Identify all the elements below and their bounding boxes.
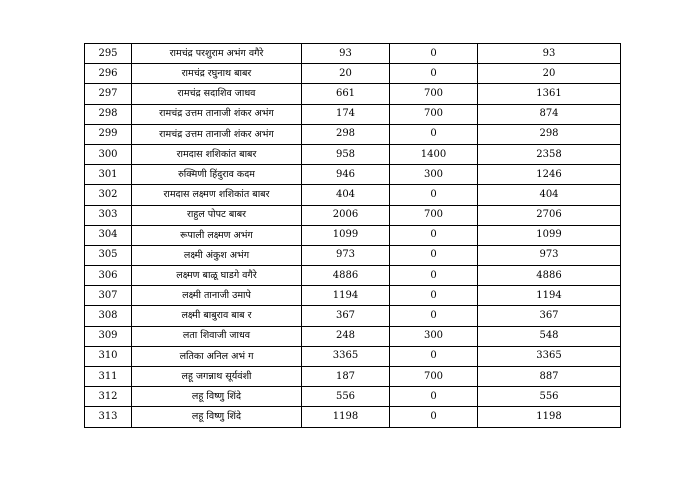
total-cell: 20	[478, 64, 621, 84]
total-cell: 3365	[478, 346, 621, 366]
table-row	[85, 367, 621, 387]
total-cell: 1198	[478, 407, 621, 427]
amount-a-cell: 2006	[302, 205, 390, 225]
serial-cell: 310	[85, 346, 132, 366]
amount-a-cell: 556	[302, 387, 390, 407]
name-cell: रामचंद्र परशुराम अभंग वगैरे	[132, 44, 302, 64]
table-body	[85, 44, 621, 428]
table-row	[85, 286, 621, 306]
amount-b-cell: 0	[390, 225, 478, 245]
serial-cell: 300	[85, 144, 132, 164]
serial-cell: 312	[85, 387, 132, 407]
table-row	[85, 306, 621, 326]
name-cell: रामचंद्र उत्तम तानाजी शंकर अभंग	[132, 104, 302, 124]
amount-b-cell: 0	[390, 185, 478, 205]
serial-cell: 297	[85, 84, 132, 104]
name-cell: लतिका अनिल अभं ग	[132, 346, 302, 366]
amount-b-cell: 0	[390, 245, 478, 265]
name-cell: लहू विष्णु शिंदे	[132, 387, 302, 407]
table-row	[85, 104, 621, 124]
serial-cell: 298	[85, 104, 132, 124]
serial-cell: 307	[85, 286, 132, 306]
name-cell: लता शिवाजी जाधव	[132, 326, 302, 346]
serial-cell: 295	[85, 44, 132, 64]
name-cell: लक्ष्मण बाळू घाडगे वगैरे	[132, 266, 302, 286]
total-cell: 556	[478, 387, 621, 407]
amount-b-cell: 300	[390, 165, 478, 185]
name-cell: रामदास लक्ष्मण शशिकांत बाबर	[132, 185, 302, 205]
name-cell: लक्ष्मी तानाजी उमापे	[132, 286, 302, 306]
table-row	[85, 64, 621, 84]
table-row	[85, 44, 621, 64]
amount-b-cell: 700	[390, 104, 478, 124]
name-cell: रामचंद्र सदाशिव जाधव	[132, 84, 302, 104]
table-row	[85, 205, 621, 225]
amount-b-cell: 1400	[390, 144, 478, 164]
table-row	[85, 387, 621, 407]
table-row	[85, 266, 621, 286]
amount-a-cell: 367	[302, 306, 390, 326]
name-cell: रामचंद्र रघुनाथ बाबर	[132, 64, 302, 84]
amount-a-cell: 404	[302, 185, 390, 205]
name-cell: रामचंद्र उत्तम तानाजी शंकर अभंग	[132, 124, 302, 144]
total-cell: 1361	[478, 84, 621, 104]
amount-a-cell: 1194	[302, 286, 390, 306]
amount-a-cell: 3365	[302, 346, 390, 366]
name-cell: लहू विष्णु शिंदे	[132, 407, 302, 427]
total-cell: 4886	[478, 266, 621, 286]
data-table	[84, 43, 621, 428]
total-cell: 404	[478, 185, 621, 205]
name-cell: रामदास शशिकांत बाबर	[132, 144, 302, 164]
amount-a-cell: 298	[302, 124, 390, 144]
amount-b-cell: 700	[390, 205, 478, 225]
total-cell: 973	[478, 245, 621, 265]
serial-cell: 313	[85, 407, 132, 427]
amount-b-cell: 0	[390, 286, 478, 306]
name-cell: रूपाली लक्ष्मण अभंग	[132, 225, 302, 245]
amount-a-cell: 1099	[302, 225, 390, 245]
amount-a-cell: 187	[302, 367, 390, 387]
total-cell: 887	[478, 367, 621, 387]
table-row	[85, 245, 621, 265]
serial-cell: 306	[85, 266, 132, 286]
serial-cell: 308	[85, 306, 132, 326]
amount-b-cell: 700	[390, 84, 478, 104]
total-cell: 298	[478, 124, 621, 144]
table-row	[85, 185, 621, 205]
table-row	[85, 225, 621, 245]
amount-a-cell: 1198	[302, 407, 390, 427]
amount-b-cell: 300	[390, 326, 478, 346]
table-row	[85, 84, 621, 104]
amount-b-cell: 0	[390, 346, 478, 366]
amount-a-cell: 4886	[302, 266, 390, 286]
name-cell: लक्ष्मी अंकुश अभंग	[132, 245, 302, 265]
amount-b-cell: 0	[390, 266, 478, 286]
total-cell: 93	[478, 44, 621, 64]
total-cell: 874	[478, 104, 621, 124]
serial-cell: 302	[85, 185, 132, 205]
amount-a-cell: 248	[302, 326, 390, 346]
table-row	[85, 165, 621, 185]
amount-b-cell: 700	[390, 367, 478, 387]
total-cell: 367	[478, 306, 621, 326]
total-cell: 1194	[478, 286, 621, 306]
serial-cell: 301	[85, 165, 132, 185]
amount-a-cell: 958	[302, 144, 390, 164]
total-cell: 2706	[478, 205, 621, 225]
amount-a-cell: 946	[302, 165, 390, 185]
name-cell: लक्ष्मी बाबुराव बाब र	[132, 306, 302, 326]
amount-b-cell: 0	[390, 306, 478, 326]
serial-cell: 296	[85, 64, 132, 84]
total-cell: 1099	[478, 225, 621, 245]
name-cell: रुक्मिणी हिंदुराव कदम	[132, 165, 302, 185]
amount-b-cell: 0	[390, 407, 478, 427]
serial-cell: 305	[85, 245, 132, 265]
amount-b-cell: 0	[390, 124, 478, 144]
table-row	[85, 124, 621, 144]
serial-cell: 311	[85, 367, 132, 387]
amount-a-cell: 661	[302, 84, 390, 104]
total-cell: 1246	[478, 165, 621, 185]
amount-a-cell: 174	[302, 104, 390, 124]
amount-b-cell: 0	[390, 387, 478, 407]
amount-b-cell: 0	[390, 64, 478, 84]
table-row	[85, 144, 621, 164]
amount-a-cell: 20	[302, 64, 390, 84]
document-page	[84, 43, 620, 428]
serial-cell: 309	[85, 326, 132, 346]
amount-a-cell: 973	[302, 245, 390, 265]
table-row	[85, 346, 621, 366]
table-row	[85, 407, 621, 427]
serial-cell: 303	[85, 205, 132, 225]
name-cell: राहुल पोपट बाबर	[132, 205, 302, 225]
total-cell: 2358	[478, 144, 621, 164]
serial-cell: 299	[85, 124, 132, 144]
amount-a-cell: 93	[302, 44, 390, 64]
serial-cell: 304	[85, 225, 132, 245]
amount-b-cell: 0	[390, 44, 478, 64]
table-row	[85, 326, 621, 346]
total-cell: 548	[478, 326, 621, 346]
name-cell: लहू जगन्नाथ सूर्यवंशी	[132, 367, 302, 387]
